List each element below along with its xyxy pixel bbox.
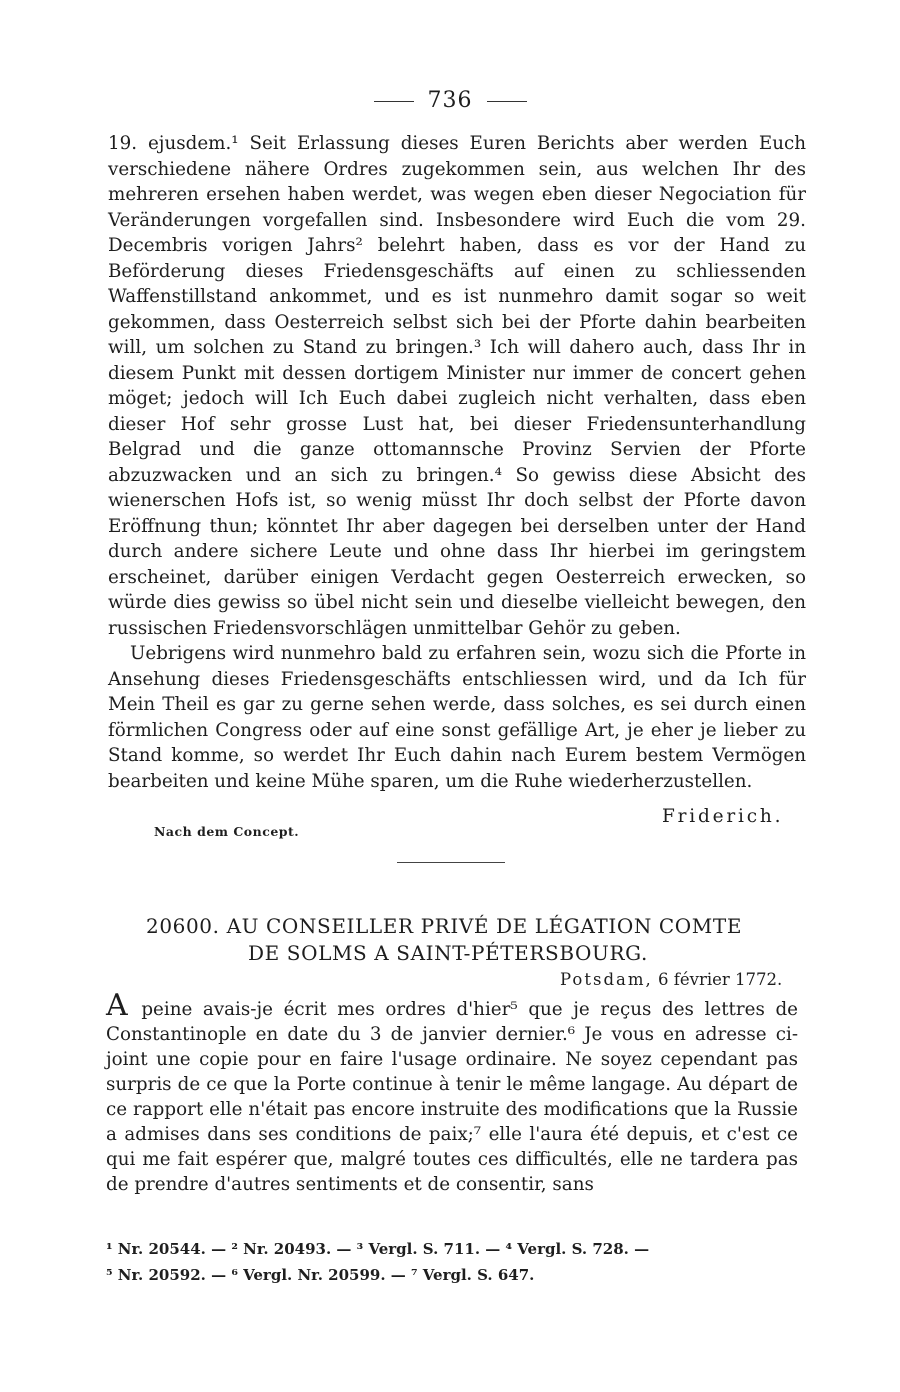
header-dash-left (374, 101, 414, 102)
letter-body-german (108, 131, 806, 794)
paragraph-2: Uebrigens wird nunmehro bald zu erfahren sein, wozu sich die Pforte in Ansehung dieses Friedensgeschäfts entschliessen wird, und da Ich für Mein Theil es gar zu gerne sehen werde, dass solches, es sei durch einen förmlichen Congress oder auf eine sonst gefällige Art, je eher je lieber zu Stand komme, so werdet Ihr Euch dahin nach Eurem bestem Vermögen bearbeiten und keine Mühe sparen, um die Ruhe wiederherzustellen. (108, 643, 806, 792)
letter-title-line-1 (146, 914, 900, 938)
source-note: Nach dem Concept. (154, 824, 300, 839)
page-number: 736 (427, 88, 473, 113)
page-header (0, 88, 900, 113)
letter-number: 20600. (146, 914, 220, 938)
date: 6 février 1772. (658, 970, 783, 989)
footnotes (106, 1236, 806, 1288)
place-date (560, 970, 782, 989)
letter-body-french (106, 988, 798, 1197)
section-divider (397, 862, 505, 863)
signature: Friderich. (662, 806, 784, 827)
letter-body-text: peine avais-je écrit mes ordres d'hier⁵ que je reçus des lettres de Constantinople en date du 3 de janvier dernier.⁶ Je vous en adresse ci-joint une copie pour en faire l'usage ordinaire. Ne soyez cependant pas surpris de ce que la Porte continue à tenir le même langage. Au départ de ce rapport elle n'était pas encore instruite des modifications que la Russie a admises dans ses conditions de paix;⁷ elle l'aura été depuis, et c'est ce qui me fait espérer que, malgré toutes ces difficultés, elle ne tardera pas de prendre d'autres sentiments et de consentir, sans (106, 999, 798, 1195)
drop-cap: A (106, 988, 128, 1023)
letter-title-line-2: DE SOLMS A SAINT-PÉTERSBOURG. (248, 941, 648, 965)
letter-title-text-1: AU CONSEILLER PRIVÉ DE LÉGATION COMTE (226, 914, 743, 938)
place: Potsdam, (560, 970, 653, 989)
header-dash-right (487, 101, 527, 102)
paragraph-1: 19. ejusdem.¹ Seit Erlassung dieses Euren Berichts aber werden Euch verschiedene nähere Ordres zugekommen sein, aus welchen Ihr des mehreren ersehen haben werdet, was wegen eben dieser Negociation für Veränderungen vorgefallen sind. Insbesondere wird Euch die vom 29. Decembris vorigen Jahrs² belehrt haben, dass es vor der Hand zu Beförderung dieses Friedensgeschäfts auf einen zu schliessenden Waffenstillstand ankommet, und es ist nunmehro damit sogar so weit gekommen, dass Oesterreich selbst sich bei der Pforte dahin bearbeiten will, um solchen zu Stand zu bringen.³ Ich will dahero auch, dass Ihr in diesem Punkt mit dessen dortigem Minister nur immer de concert gehen möget; jedoch will Ich Euch dabei zugleich nicht verhalten, dass eben dieser Hof sehr grosse Lust hat, bei dieser Friedensunterhandlung Belgrad und die ganze ottomannsche Provinz Servien der Pforte abzuzwacken und an sich zu bringen.⁴ So gewiss diese Absicht des wienerschen Hofs ist, so wenig müsst Ihr doch selbst der Pforte davon Eröffnung thun; könntet Ihr aber dagegen bei derselben unter der Hand durch andere sichere Leute und ohne dass Ihr hierbei im geringstem erscheinet, darüber einigen Verdacht gegen Oesterreich erwecken, so würde dies gewiss so übel nicht sein und dieselbe vielleicht bewegen, den russischen Friedensvorschlägen unmittelbar Gehör zu geben. (108, 133, 806, 639)
footnote-line-1: ¹ Nr. 20544. — ² Nr. 20493. — ³ Vergl. S. 711. — ⁴ Vergl. S. 728. — (106, 1240, 650, 1258)
footnote-line-2: ⁵ Nr. 20592. — ⁶ Vergl. Nr. 20599. — ⁷ Vergl. S. 647. (106, 1266, 535, 1284)
